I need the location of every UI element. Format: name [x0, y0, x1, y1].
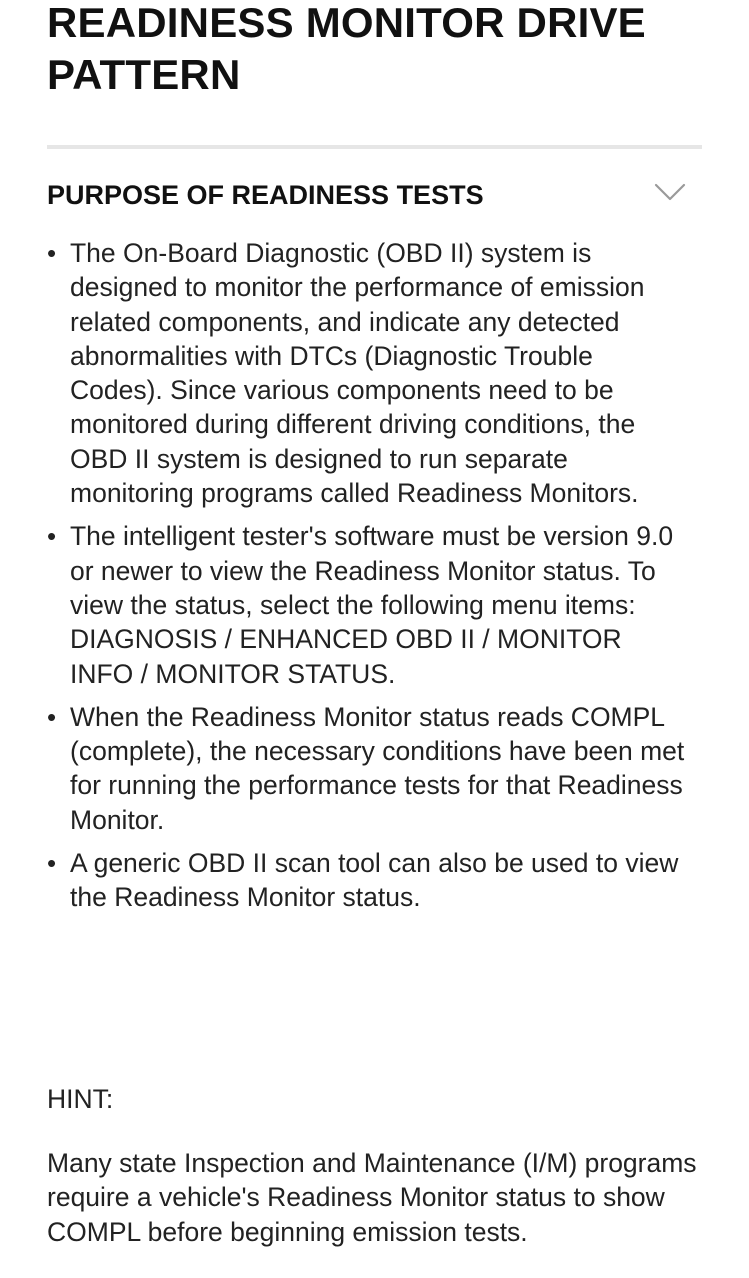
readiness-bullet-list	[47, 236, 687, 924]
bullet-dot: •	[47, 848, 57, 879]
hint-label: HINT:	[47, 1084, 114, 1114]
bullet-text: When the Readiness Monitor status reads COMPL (complete), the necessary conditions have been met for running the performance tests for that Readiness Monitor.	[70, 701, 685, 835]
list-item	[47, 236, 687, 510]
page-title: READINESS MONITOR DRIVE PATTERN	[47, 0, 646, 98]
list-item	[47, 519, 687, 690]
section-divider	[47, 145, 702, 149]
section-title: PURPOSE OF READINESS TESTS	[47, 180, 484, 210]
section-header-purpose[interactable]	[47, 172, 702, 218]
list-item	[47, 700, 687, 837]
bullet-dot: •	[47, 521, 57, 552]
bullet-text: A generic OBD II scan tool can also be used to view the Readiness Monitor status.	[70, 848, 679, 913]
chevron-down-icon[interactable]	[654, 182, 686, 202]
bullet-text: The On-Board Diagnostic (OBD II) system is designed to monitor the performance of emission related components, and indicate any detected abnormalities with DTCs (Diagnostic Trouble Codes). Since various components need to be monitored during different driving conditions, the OBD II system is designed to run separate monitoring programs called Readiness Monitors.	[70, 238, 645, 509]
bullet-text: The intelligent tester's software must be version 9.0 or newer to view the Readiness Monitor status. To view the status, select the following menu items: DIAGNOSIS / ENHANCED OBD II / MONITOR INFO / MONITOR STATUS.	[70, 521, 674, 689]
list-item	[47, 846, 687, 915]
hint-text: Many state Inspection and Maintenance (I/M) programs require a vehicle's Readiness Monitor status to show COMPL before beginning emission tests.	[47, 1148, 697, 1247]
bullet-dot: •	[47, 701, 57, 732]
bullet-dot: •	[47, 238, 57, 268]
